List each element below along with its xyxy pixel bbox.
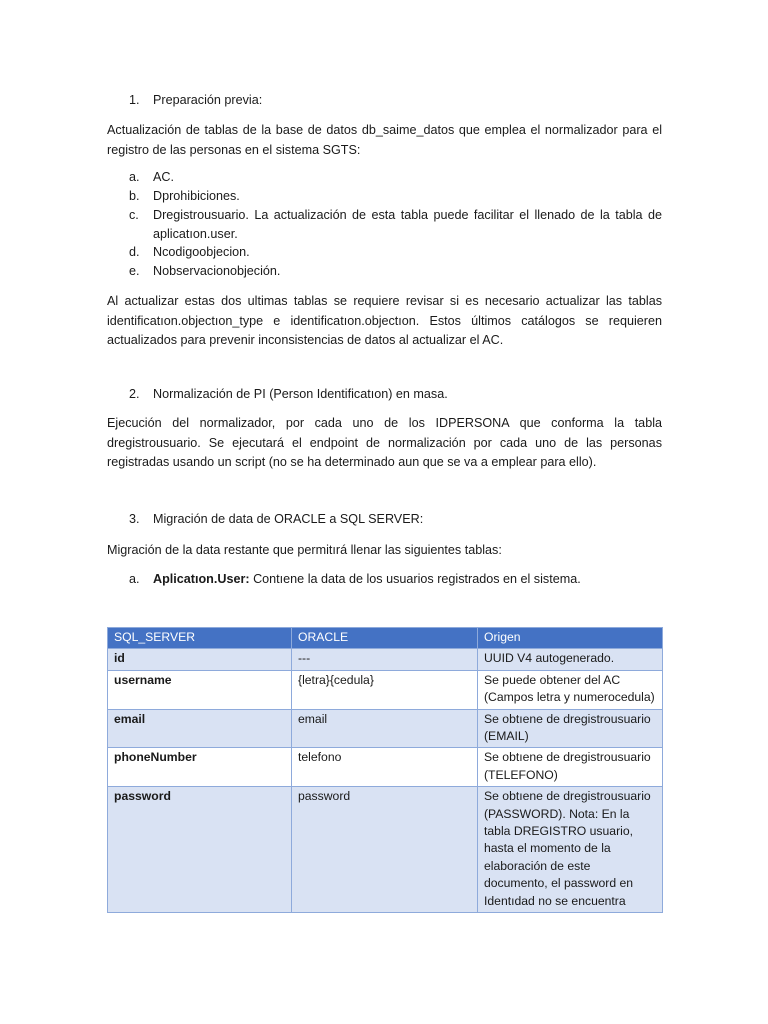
list-marker: e. — [129, 264, 140, 278]
list-marker: d. — [129, 245, 140, 259]
list-text: Nobservacionobjeción. — [153, 264, 281, 278]
list-text: AC. — [153, 170, 174, 184]
section-1-title: Preparación previa: — [153, 93, 263, 107]
section-2-heading — [107, 387, 662, 405]
table-cell: telefono — [292, 748, 478, 787]
section-2-body: Ejecución del normalizador, por cada uno de los IDPERSONA que conforma la tabla dregistrousuario. Se ejecutará el endpoint de normalización por cada uno de las personas registradas usando un script (no se ha determinado aun que se va a emplear para ello). — [107, 416, 662, 469]
list-marker: a. — [129, 572, 140, 586]
table-cell: Se puede obtener del AC (Campos letra y numerocedula) — [478, 670, 663, 709]
table-cell: password — [108, 787, 292, 913]
section-1-heading — [107, 93, 662, 111]
table-cell: email — [292, 709, 478, 748]
table-header-row — [108, 628, 663, 649]
table-cell: UUID V4 autogenerado. — [478, 649, 663, 670]
list-marker: a. — [129, 170, 140, 184]
table-header-cell: SQL_SERVER — [108, 628, 292, 649]
table-cell: email — [108, 709, 292, 748]
table-row — [108, 748, 663, 787]
section-2-title: Normalización de PI (Person Identificatıon) en masa. — [153, 387, 448, 401]
table-header-cell: ORACLE — [292, 628, 478, 649]
list-text: Dprohibiciones. — [153, 189, 240, 203]
section-3-heading — [107, 512, 662, 530]
section-2-number: 2. — [129, 387, 140, 401]
list-marker: c. — [129, 208, 139, 222]
table-cell: Se obtıene de dregistrousuario (PASSWORD). Nota: En la tabla DREGISTRO usuario, hasta el momento de la elaboración de este documento, el password en Identıdad no se encuentra — [478, 787, 663, 913]
section-3-title: Migración de data de ORACLE a SQL SERVER: — [153, 512, 424, 526]
table-cell: --- — [292, 649, 478, 670]
section-1-note: Al actualizar estas dos ultimas tablas se requiere revisar si es necesario actualizar las tablas identificatıon.objectıon_type e identificatıon.objectıon. Estos últimos catálogos se requieren actualizados para prevenir inconsistencias de datos al actualizar el AC. — [107, 294, 662, 347]
table-cell: phoneNumber — [108, 748, 292, 787]
table-row — [108, 649, 663, 670]
list-item — [129, 206, 662, 243]
table-cell: {letra}{cedula} — [292, 670, 478, 709]
section-1-intro: Actualización de tablas de la base de datos db_saime_datos que emplea el normalizador para el registro de las personas en el sistema SGTS: — [107, 123, 662, 157]
table-cell: id — [108, 649, 292, 670]
list-item — [129, 243, 662, 262]
section-1-number: 1. — [129, 93, 140, 107]
mapping-table — [107, 627, 663, 913]
list-item — [129, 168, 662, 187]
list-text — [153, 570, 662, 589]
section-3-intro: Migración de la data restante que permitırá llenar las siguientes tablas: — [107, 543, 502, 557]
list-item — [129, 262, 662, 281]
list-text: Ncodigoobjecion. — [153, 245, 250, 259]
list-item — [129, 187, 662, 206]
table-row — [108, 709, 663, 748]
table-row — [108, 670, 663, 709]
section-3-number: 3. — [129, 512, 140, 526]
table-header-cell: Origen — [478, 628, 663, 649]
table-row — [108, 787, 663, 913]
table-cell: username — [108, 670, 292, 709]
table-cell: Se obtıene de dregistrousuario (TELEFONO) — [478, 748, 663, 787]
list-item — [129, 570, 662, 589]
list-item-bold-label: Aplicatıon.User: — [153, 572, 250, 586]
table-cell: Se obtıene de dregistrousuario (EMAIL) — [478, 709, 663, 748]
list-item-description: Contıene la data de los usuarios registrados en el sistema. — [249, 572, 581, 586]
list-marker: b. — [129, 189, 140, 203]
table-cell: password — [292, 787, 478, 913]
list-text: Dregistrousuario. La actualización de esta tabla puede facilitar el llenado de la tabla de aplicatıon.user. — [153, 208, 662, 241]
